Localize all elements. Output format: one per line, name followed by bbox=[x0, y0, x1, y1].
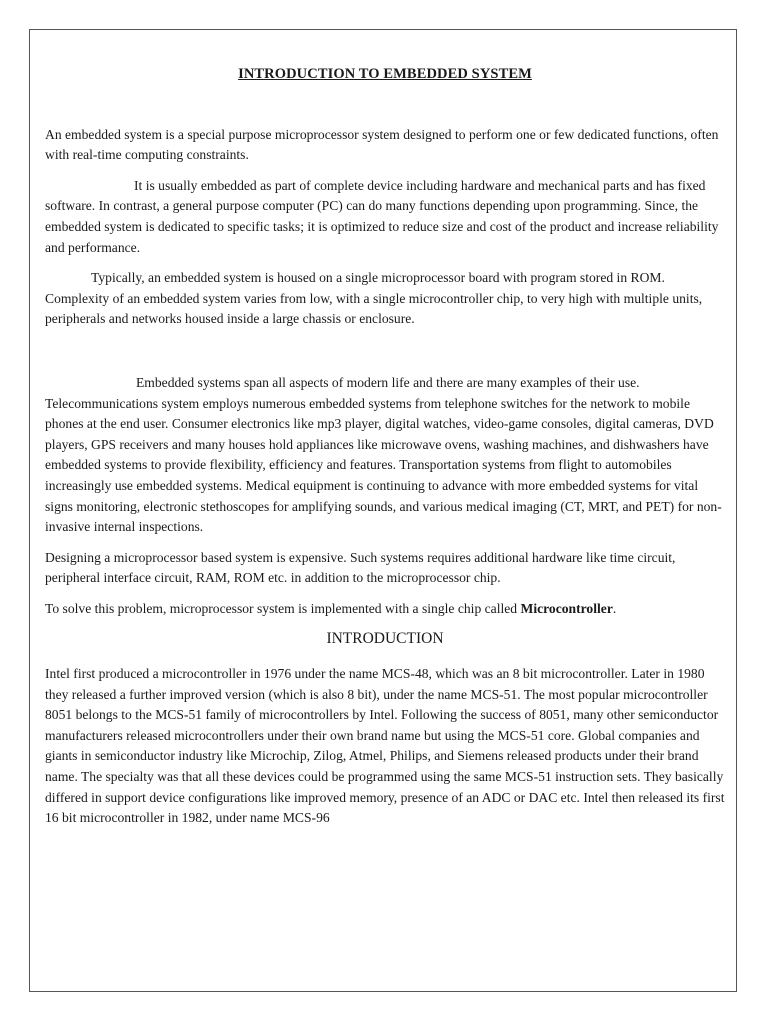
paragraph-intel-history: Intel first produced a microcontroller in 1976 under the name MCS-48, which was an 8 bit microcontroller. Later in 1980 they released a further improved version (which is also 8 bit), under the name MCS-51. The most popular microcontroller 8051 belongs to the MCS-51 family of microcontrollers by Intel. Following the success of 8051, many other semiconductor manufacturers released microcontrollers under their own brand name but using the MCS-51 core. Global companies and giants in semiconductor industry like Microchip, Zilog, Atmel, Philips, and Siemens released products under their brand name. The specialty was that all these devices could be programmed using the same MCS-51 instruction sets. They basically differed in support device configurations like improved memory, presence of an ADC or DAC etc. Intel then released its first 16 bit microcontroller in 1982, under name MCS-96 bbox=[45, 666, 725, 826]
solution-period: . bbox=[612, 600, 617, 616]
paragraph-solution bbox=[45, 599, 725, 620]
paragraph-embedded-device: It is usually embedded as part of complete device including hardware and mechanical parts and has fixed software. In contrast, a general purpose computer (PC) can do many functions depending upon programming. Since, the embedded system is dedicated to specific tasks; it is optimized to reduce size and cost of the product and increase reliability and performance. bbox=[45, 177, 719, 255]
microcontroller-term: Microcontroller bbox=[520, 600, 613, 616]
solution-text: To solve this problem, microprocessor system is implemented with a single chip called bbox=[45, 600, 521, 616]
paragraph-applications: Embedded systems span all aspects of modern life and there are many examples of their use. Telecommunications system employs numerous embedded systems from telephone switches for the network to mobile phones at the end user. Consumer electronics like mp3 player, digital watches, video-game consoles, digital cameras, DVD players, GPS receivers and many houses hold appliances like microwave ovens, washing machines, and dishwashers have embedded systems to provide flexibility, efficiency and features. Transportation systems from flight to automobiles increasingly use embedded systems. Medical equipment is continuing to advance with more embedded systems for vital signs monitoring, electronic stethoscopes for amplifying sounds, and various medical imaging (CT, MRT, and PET) for non-invasive internal inspections. bbox=[45, 374, 722, 535]
document-body bbox=[45, 64, 725, 839]
paragraph-housing: Typically, an embedded system is housed on a single microprocessor board with program stored in ROM. Complexity of an embedded system varies from low, with a single microcontroller chip, to very high with multiple units, peripherals and networks housed inside a large chassis or enclosure. bbox=[45, 270, 703, 327]
paragraph-design-cost: Designing a microprocessor based system is expensive. Such systems requires additional hardware like time circuit, peripheral interface circuit, RAM, ROM etc. in addition to the microprocessor chip. bbox=[45, 549, 676, 586]
paragraph-definition: An embedded system is a special purpose microprocessor system designed to perform one or few dedicated functions, often with real-time computing constraints. bbox=[45, 126, 719, 163]
document-title: INTRODUCTION TO EMBEDDED SYSTEM bbox=[238, 66, 532, 82]
section-heading-introduction: INTRODUCTION bbox=[326, 630, 444, 648]
